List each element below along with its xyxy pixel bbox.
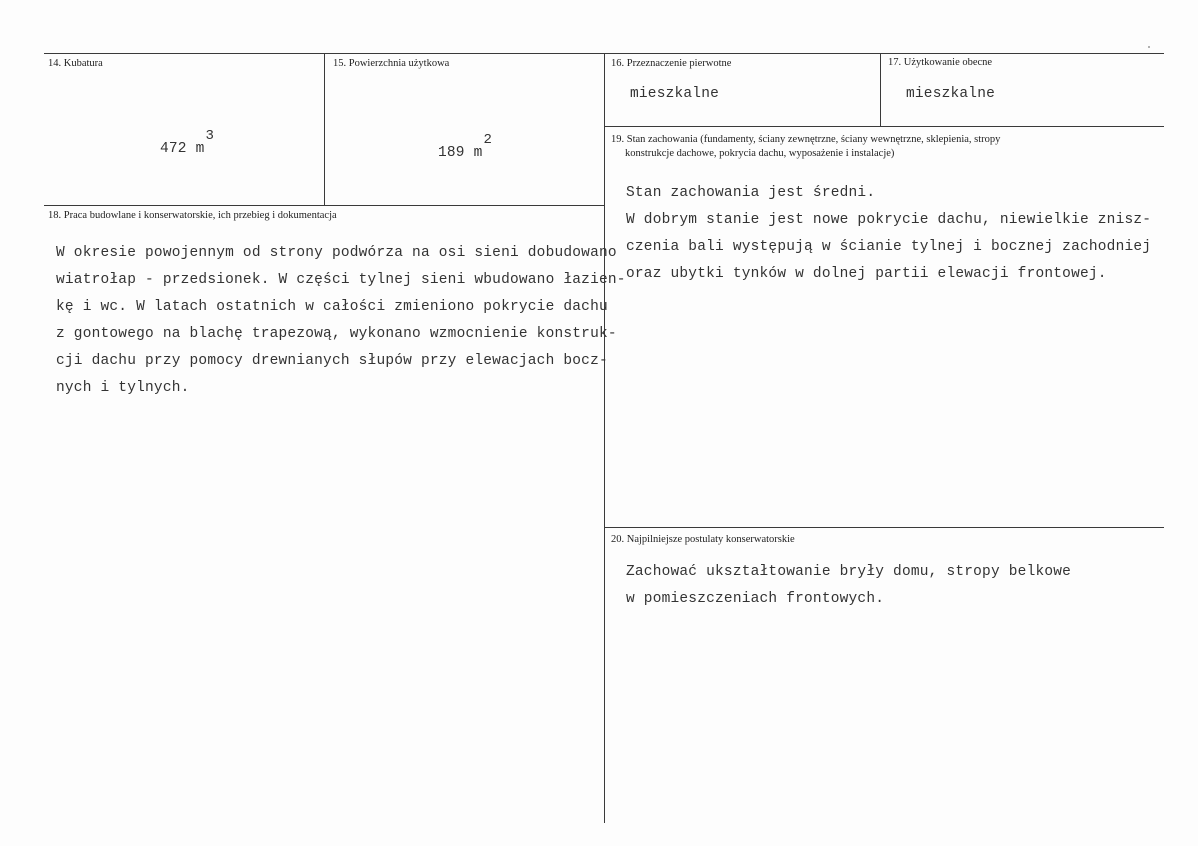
field-19-line: czenia bali występują w ścianie tylnej i bocznej zachodniej [626,239,1152,255]
field-18-line: z gontowego na blachę trapezową, wykonano wzmocnienie konstruk- [56,326,617,342]
scan-speck [1148,46,1150,48]
field-15-exponent: 2 [483,132,493,148]
field-19-line: W dobrym stanie jest nowe pokrycie dachu, niewielkie znisz- [626,212,1152,228]
field-18-label: 18. Praca budowlane i konserwatorskie, ich przebieg i dokumentacja [48,210,337,221]
field-15-label: 15. Powierzchnia użytkowa [333,58,450,69]
field-19-line: Stan zachowania jest średni. [626,185,876,201]
field-19-text [626,180,1151,288]
field-18-text [56,240,626,402]
field-18-line: kę i wc. W latach ostatnich w całości zmieniono pokrycie dachu [56,299,608,315]
rule-under-14-15 [44,205,604,206]
divider-14-15 [324,53,325,205]
field-16-label: 16. Przeznaczenie pierwotne [611,58,732,69]
field-19-label-line-2: konstrukcje dachowe, pokrycia dachu, wyposażenie i instalacje) [625,148,895,159]
rule-above-20 [604,527,1164,528]
field-20-line: w pomieszczeniach frontowych. [626,591,885,607]
field-18-line: cji dachu przy pomocy drewnianych słupów przy elewacjach bocz- [56,353,608,369]
field-19-line: oraz ubytki tynków w dolnej partii elewacji frontowej. [626,266,1107,282]
field-14-value [160,128,215,157]
field-19-label-line-1: 19. Stan zachowania (fundamenty, ściany zewnętrzne, ściany wewnętrzne, sklepienia, stropy [611,134,1001,145]
field-18-line: wiatrołap - przedsionek. W części tylnej sieni wbudowano łazien- [56,272,626,288]
field-18-line: nych i tylnych. [56,380,190,396]
field-19-label [611,133,1000,161]
field-17-value: mieszkalne [906,86,996,102]
field-20-label: 20. Najpilniejsze postulaty konserwatorskie [611,534,795,545]
divider-16-17 [880,53,881,126]
field-14-label: 14. Kubatura [48,58,103,69]
field-15-value [438,132,493,161]
field-14-value-text: 472 m [160,141,205,157]
field-20-line: Zachować ukształtowanie bryły domu, stropy belkowe [626,564,1072,580]
field-16-value: mieszkalne [630,86,720,102]
center-divider [604,53,605,823]
field-14-exponent: 3 [205,128,215,144]
field-18-line: W okresie powojennym od strony podwórza na osi sieni dobudowano [56,245,617,261]
field-17-label: 17. Użytkowanie obecne [888,57,993,68]
field-15-value-text: 189 m [438,145,483,161]
field-20-text [626,559,1071,613]
rule-under-16-17 [604,126,1164,127]
